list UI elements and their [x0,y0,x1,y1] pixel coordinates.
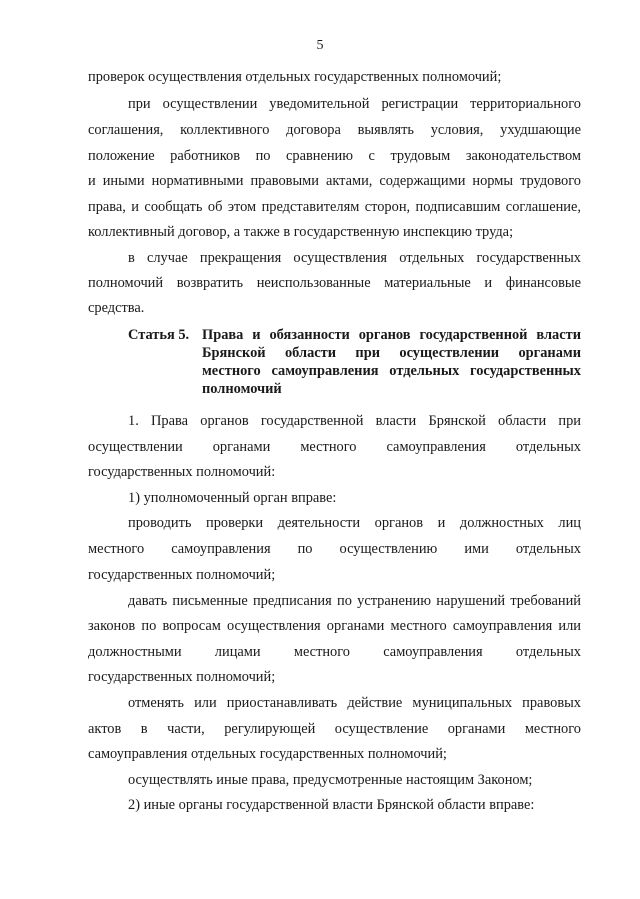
text-line: 1) уполномоченный орган вправе: [128,490,337,506]
text-line: должностными лицами местного самоуправления отдельных [88,644,581,660]
text-line: полномочий возвратить неиспользованные материальные и финансовые [88,275,581,291]
text-line: местного самоуправления по осуществлению ими отдельных [88,541,581,557]
text-line: средства. [88,300,145,316]
text-line: государственных полномочий; [88,669,276,685]
text-line: актов в части, регулирующей осуществление органами местного [88,721,581,737]
text-line: и иными нормативными правовыми актами, содержащими нормы трудового [88,173,581,189]
text-line: 1. Права органов государственной власти Брянской области при [128,413,581,429]
text-line: соглашения, коллективного договора выявлять условия, ухудшающие [88,122,581,138]
article-label: Статья 5. [128,327,190,343]
page-number: 5 [316,38,324,53]
text-line: проверок осуществления отдельных государственных полномочий; [88,69,502,85]
text-line: коллективный договор, а также в государственную инспекцию труда; [88,224,514,240]
text-line: права, и сообщать об этом представителям сторон, подписавшим соглашение, [88,199,581,215]
text-line: давать письменные предписания по устранению нарушений требований [128,593,581,609]
text-line: осуществлять иные права, предусмотренные настоящим Законом; [128,772,533,788]
text-line: отменять или приостанавливать действие муниципальных правовых [128,695,581,711]
text-line: самоуправления отдельных государственных полномочий; [88,746,447,762]
text-line: законов по вопросам осуществления органами местного самоуправления или [88,618,581,634]
text-line: в случае прекращения осуществления отдельных государственных [128,250,581,266]
text-line: при осуществлении уведомительной регистрации территориального [128,96,581,112]
text-line: проводить проверки деятельности органов и должностных лиц [128,515,581,531]
text-line: государственных полномочий; [88,567,276,583]
text-line: государственных полномочий: [88,464,276,480]
text-line: осуществлении органами местного самоуправления отдельных [88,439,581,455]
article-title-line: местного самоуправления отдельных государственных [202,363,581,379]
article-title-line: Брянской области при осуществлении органами [202,345,581,361]
text-line: 2) иные органы государственной власти Брянской области вправе: [128,797,535,813]
article-title-line: Права и обязанности органов государственной власти [202,327,581,343]
text-line: положение работников по сравнению с трудовым законодательством [88,148,581,164]
article-title-line: полномочий [202,381,282,397]
